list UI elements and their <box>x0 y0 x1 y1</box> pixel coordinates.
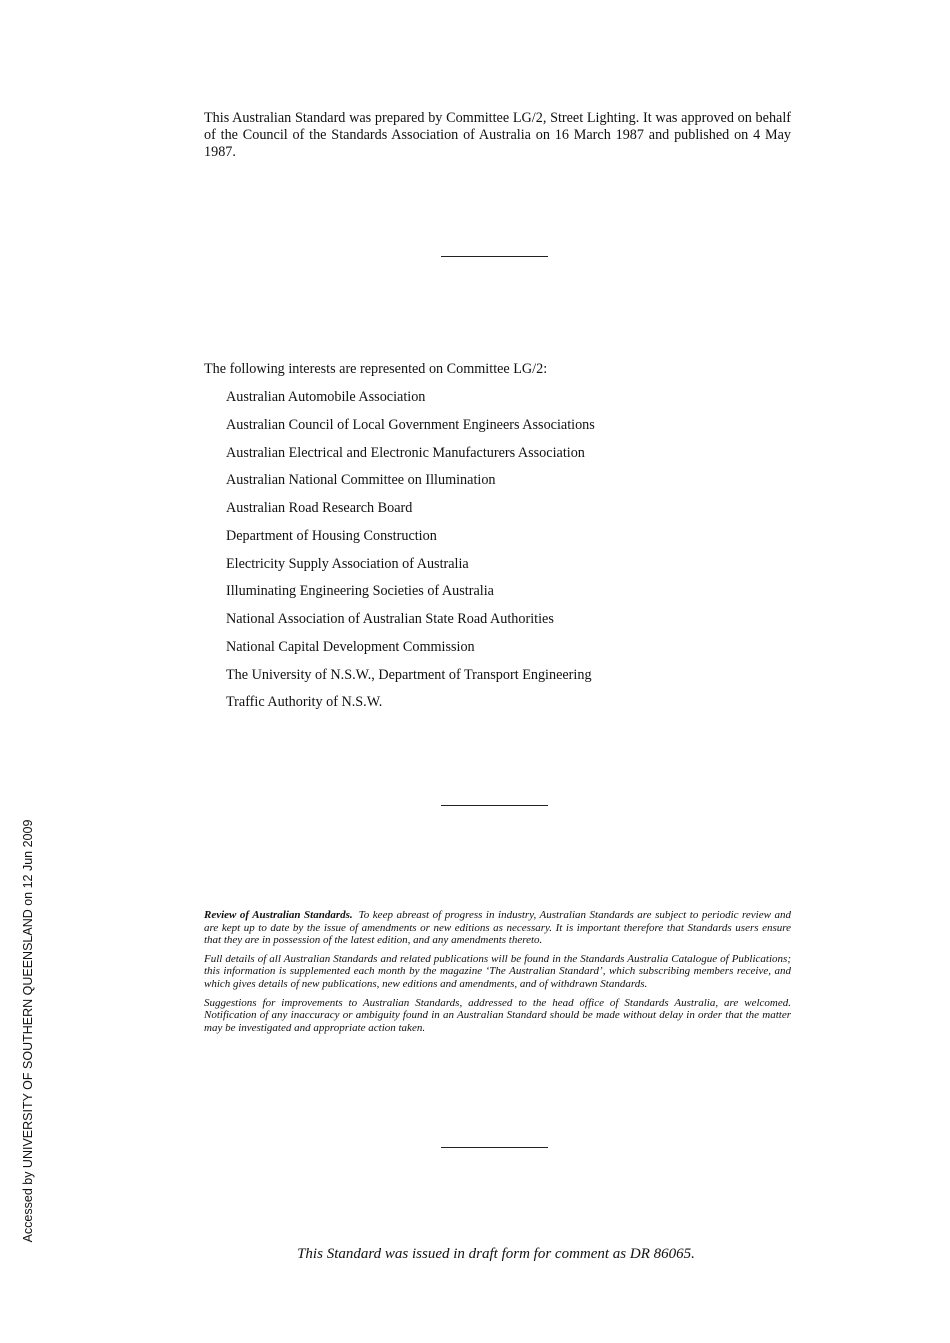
interests-list <box>226 389 595 722</box>
interest-item: Illuminating Engineering Societies of Australia <box>226 583 494 600</box>
interest-item: The University of N.S.W., Department of Transport Engineering <box>226 666 592 683</box>
review-paragraph <box>204 909 791 947</box>
access-stamp: Accessed by UNIVERSITY OF SOUTHERN QUEENSLAND on 12 Jun 2009 <box>21 819 35 1243</box>
divider-rule <box>441 1147 548 1148</box>
interest-item: Australian Council of Local Government Engineers Associations <box>226 416 595 433</box>
suggestions-paragraph: Suggestions for improvements to Australian Standards, addressed to the head office of Standards Australia, are welcomed. Notification of any inaccuracy or ambiguity found in an Australian Standard should be made without delay in order that the matter may be investigated and appropriate action taken. <box>204 996 791 1034</box>
interest-item: Australian Automobile Association <box>226 389 426 405</box>
review-notice <box>204 909 791 1040</box>
interest-item: National Capital Development Commission <box>226 638 475 655</box>
interests-intro: The following interests are represented on Committee LG/2: <box>204 361 548 377</box>
review-lead: Review of Australian Standards. <box>204 909 353 921</box>
interest-item: Australian Electrical and Electronic Manufacturers Association <box>226 444 585 461</box>
preparation-statement: This Australian Standard was prepared by Committee LG/2, Street Lighting. It was approved on behalf of the Council of the Standards Association of Australia on 16 March 1987 and published on 4 May 1987. <box>204 110 791 160</box>
interest-item: Department of Housing Construction <box>226 527 437 544</box>
catalogue-paragraph: Full details of all Australian Standards and related publications will be found in the Standards Australia Catalogue of Publications; this information is supplemented each month by the magazine ‘The Australian Standard’, which subscribing members receive, and which gives details of new publications, new editions and amendments, and of withdrawn Standards. <box>204 952 791 990</box>
draft-note: This Standard was issued in draft form for comment as DR 86065. <box>297 1246 695 1262</box>
divider-rule <box>441 256 548 257</box>
divider-rule <box>441 805 548 806</box>
interest-item: Electricity Supply Association of Australia <box>226 555 469 572</box>
interest-item: Australian Road Research Board <box>226 500 413 516</box>
interest-item: Traffic Authority of N.S.W. <box>226 694 383 711</box>
interest-item: National Association of Australian State Road Authorities <box>226 611 554 627</box>
interest-item: Australian National Committee on Illumination <box>226 472 496 489</box>
review-text: To keep abreast of progress in industry, Australian Standards are subject to periodic review and are kept up to date by the issue of amendments or new editions as necessary. It is important therefore that Standards users ensure that they are in possession of the latest edition, and any amendments thereto. <box>204 909 791 947</box>
